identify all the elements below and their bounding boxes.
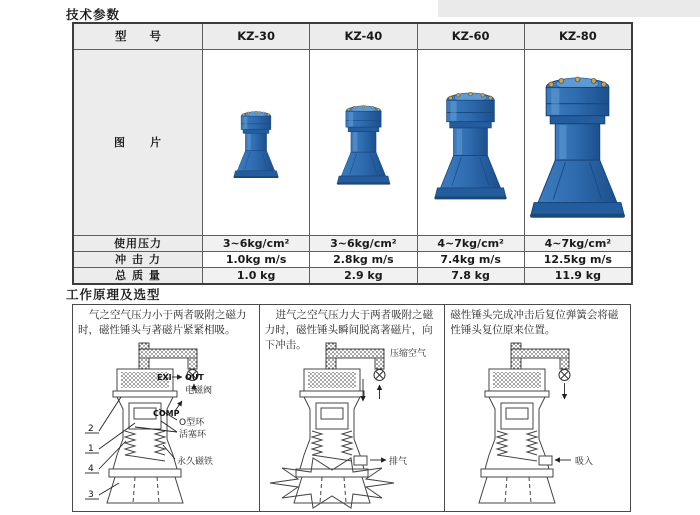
spec-cell-impact-kz30: 1.0kg m/s (202, 251, 309, 267)
diagram-label-exhaust: 排气 (388, 457, 407, 467)
model-header-kz80: KZ-80 (524, 24, 631, 49)
diagram-label-exi: EXI (157, 373, 172, 382)
spec-cell-pressure-kz40: 3~6kg/cm² (309, 235, 416, 251)
spec-row-label-pressure: 使用压力 (74, 235, 202, 251)
picture-row-label: 图 片 (74, 49, 202, 235)
model-header-kz30: KZ-30 (202, 24, 309, 49)
principle-text-1: 气之空气压力小于两者吸附之磁力时，磁性锤头与著磁片紧紧相吸。 (78, 309, 247, 336)
product-image-kz30 (232, 104, 280, 181)
principle-diagram-3 (445, 339, 631, 509)
diagram-label-suction: 吸入 (575, 457, 594, 467)
principle-panels (72, 304, 631, 512)
spec-row-label-impact: 冲 击 力 (74, 251, 202, 267)
principle-panel-2 (259, 305, 445, 511)
product-photo-cell (202, 49, 309, 235)
principle-text-2: 进气之空气压力大于两者吸附之磁力时，磁性锤头瞬间脱离著磁片，向下冲击。 (264, 309, 434, 351)
product-photo-cell (417, 49, 524, 235)
spec-row-label-mass: 总 质 量 (74, 267, 202, 283)
diagram-callout-4: 4 (88, 464, 94, 474)
diagram-label-piston-ring: 活塞环 (179, 430, 207, 440)
spec-table (72, 22, 633, 285)
diagram-callout-3: 3 (88, 490, 94, 500)
spec-cell-impact-kz60: 7.4kg m/s (417, 251, 524, 267)
diagram-callout-2: 2 (88, 424, 94, 434)
diagram-label-o-ring: O型环 (179, 418, 205, 428)
spec-cell-impact-kz40: 2.8kg m/s (309, 251, 416, 267)
product-photo-cell (524, 49, 631, 235)
product-image-kz40 (335, 97, 392, 188)
principle-diagram-2 (260, 339, 446, 509)
product-image-kz60 (432, 81, 509, 204)
page-top-strip (438, 0, 700, 17)
spec-cell-mass-kz30: 1.0 kg (202, 267, 309, 283)
spec-cell-mass-kz60: 7.8 kg (417, 267, 524, 283)
diagram-label-permanent-magnet: 永久磁铁 (177, 457, 214, 467)
principle-panel-1 (73, 305, 259, 511)
principle-diagram-1 (73, 339, 259, 509)
spec-cell-pressure-kz60: 4~7kg/cm² (417, 235, 524, 251)
model-header-kz40: KZ-40 (309, 24, 416, 49)
section-title-tech-params: 技术参数 (66, 7, 121, 22)
section-title-working-principle: 工作原理及选型 (66, 287, 161, 302)
spec-cell-pressure-kz30: 3~6kg/cm² (202, 235, 309, 251)
diagram-label-solenoid-valve: 电磁阀 (185, 386, 213, 396)
impact-starburst (270, 458, 394, 508)
model-header-kz60: KZ-60 (417, 24, 524, 49)
product-photo-cell (309, 49, 416, 235)
diagram-label-out: OUT (185, 373, 204, 382)
spec-cell-mass-kz80: 11.9 kg (524, 267, 631, 283)
spec-cell-mass-kz40: 2.9 kg (309, 267, 416, 283)
model-row-label: 型 号 (74, 24, 202, 49)
diagram-label-comp: COMP (153, 409, 180, 418)
product-image-kz80 (527, 62, 628, 224)
principle-text-3: 磁性锤头完成冲击后复位弹簧会将磁性锤头复位原来位置。 (450, 309, 619, 336)
spec-cell-impact-kz80: 12.5kg m/s (524, 251, 631, 267)
spec-cell-pressure-kz80: 4~7kg/cm² (524, 235, 631, 251)
diagram-callout-1: 1 (88, 444, 94, 454)
principle-panel-3 (444, 305, 630, 511)
diagram-label-compressed-air: 压缩空气 (389, 349, 426, 359)
